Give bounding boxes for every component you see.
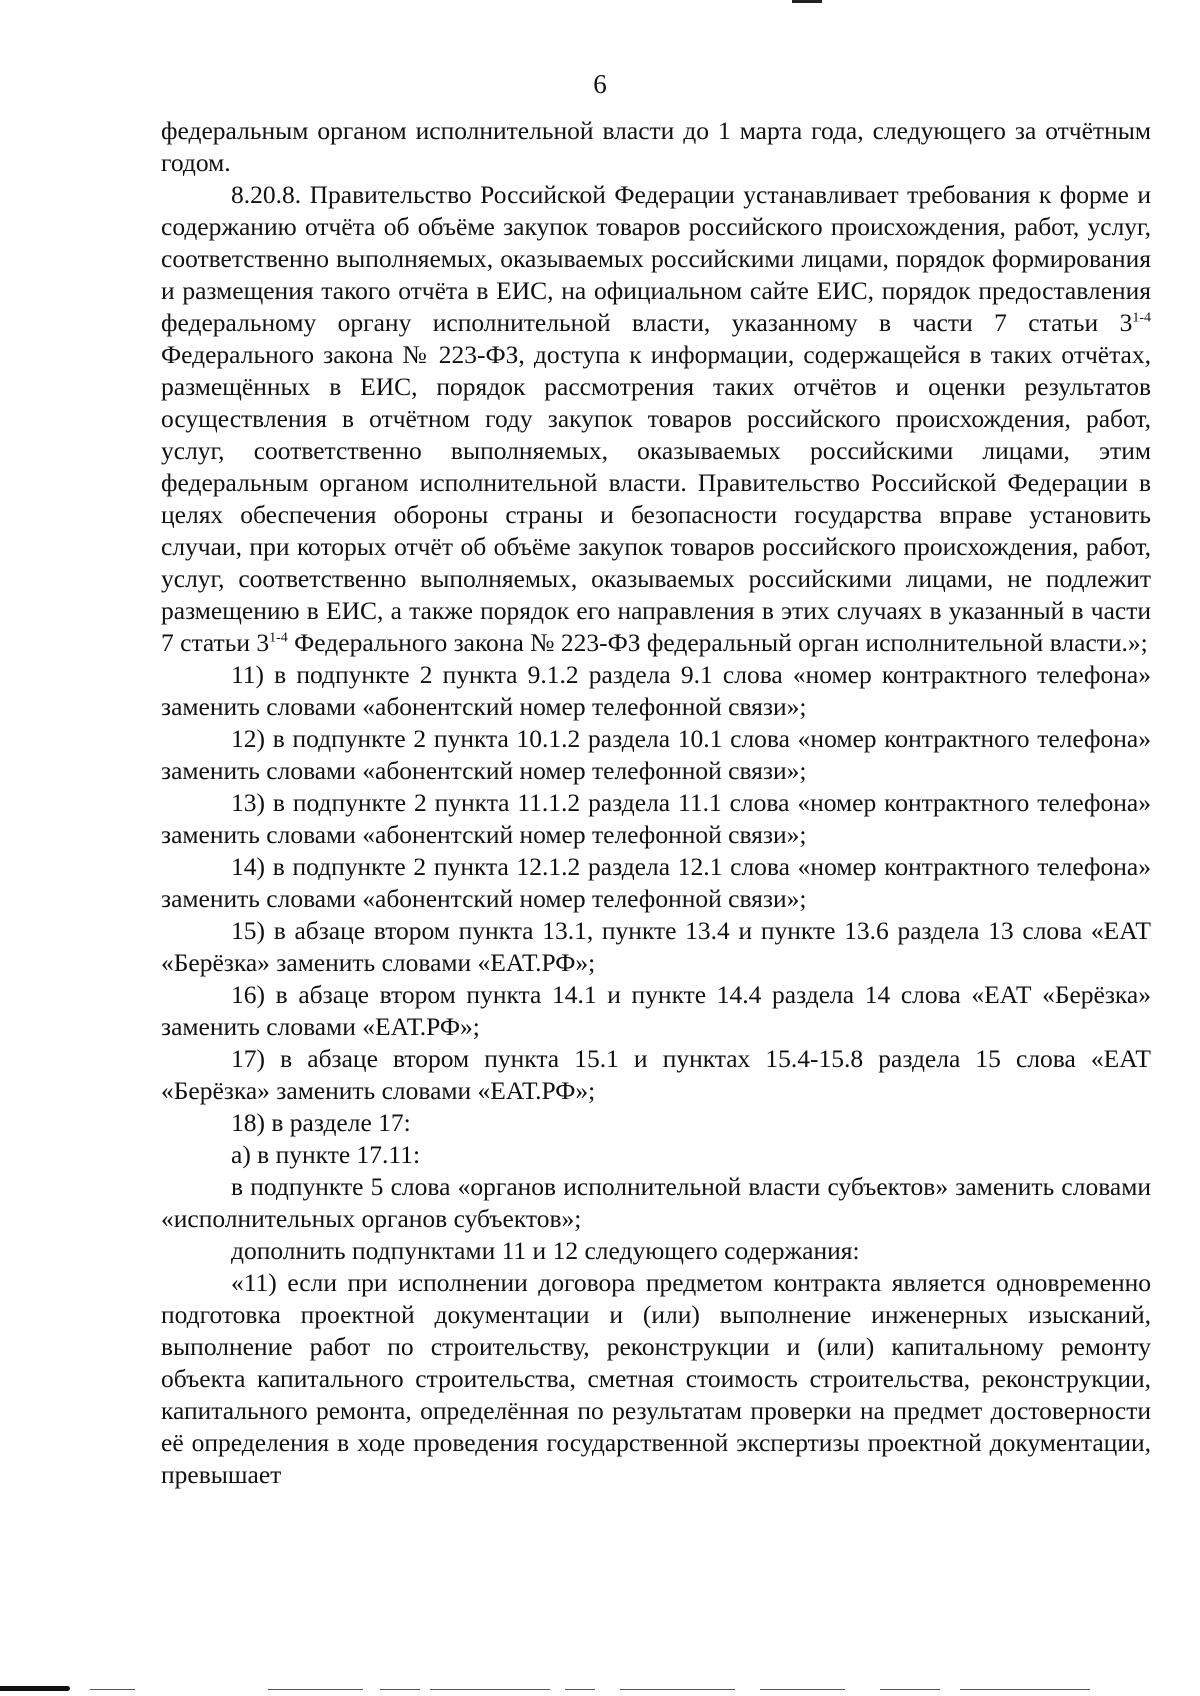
paragraph-p6: 14) в подпункте 2 пункта 12.1.2 раздела 12.1 слова «номер контрактного телефона» заменить словами «абонентский номер телефонной связи»;: [161, 852, 1151, 913]
paragraph-p14: «11) если при исполнении договора предметом контракта является одновременно подготовка проектной документации и (или) выполнение инженерных изысканий, выполнение работ по строительству, реконструкции и (или) капитальному ремонту объекта капитального строительства, сметная стоимость строительства, реконструкции, капитального ремонта, определённая по результатам проверки на предмет достоверности её определения в ходе проведения государственной экспертизы проектной документации, превышает: [161, 1268, 1151, 1489]
scan-artifact-dash: [960, 1689, 1090, 1690]
paragraph-p2-part-3: Федерального закона № 223-ФЗ федеральный орган исполнительной власти.»;: [287, 628, 1148, 657]
paragraph-p4: 12) в подпункте 2 пункта 10.1.2 раздела 10.1 слова «номер контрактного телефона» заменить словами «абонентский номер телефонной связи»;: [161, 724, 1151, 785]
paragraph-p1: федеральным органом исполнительной власти до 1 марта года, следующего за отчётным годом.: [161, 116, 1151, 177]
scan-artifact-dash: [268, 1689, 363, 1690]
paragraph-p10: 18) в разделе 17:: [231, 1108, 411, 1137]
document-body: [161, 115, 1151, 1491]
scan-artifact-top: [792, 0, 822, 3]
paragraph-p11: а) в пункте 17.11:: [231, 1140, 421, 1169]
paragraph-p2-part-1: 8.20.8. Правительство Российской Федерации устанавливает требования к форме и содержанию отчёта об объёме закупок товаров российского происхождения, работ, услуг, соответственно выполняемых, оказываемых российскими лицами, порядок формирования и размещения такого отчёта в ЕИС, на официальном сайте ЕИС, порядок предоставления федеральному органу исполнительной власти, указанному в части 7 статьи 3: [161, 180, 1151, 337]
superscript-1-4: 1-4: [269, 630, 288, 646]
paragraph-p5: 13) в подпункте 2 пункта 11.1.2 раздела 11.1 слова «номер контрактного телефона» заменить словами «абонентский номер телефонной связи»;: [161, 788, 1151, 849]
page-number: 6: [593, 69, 607, 99]
paragraph-p2-part-2: Федерального закона № 223-ФЗ, доступа к информации, содержащейся в таких отчётах, размещённых в ЕИС, порядок рассмотрения таких отчётов и оценки результатов осуществления в отчётном году закупок товаров российского происхождения, работ, услуг, соответственно выполняемых, оказываемых российскими лицами, этим федеральным органом исполнительной власти. Правительство Российской Федерации в целях обеспечения обороны страны и безопасности государства вправе установить случаи, при которых отчёт об объёме закупок товаров российского происхождения, работ, услуг, соответственно выполняемых, оказываемых российскими лицами, не подлежит размещению в ЕИС, а также порядок его направления в этих случаях в указанный в части 7 статьи 3: [161, 340, 1151, 657]
superscript-1-4: 1-4: [1132, 310, 1151, 326]
scan-artifact-dash: [90, 1689, 135, 1690]
paragraph-p8: 16) в абзаце втором пункта 14.1 и пункте 14.4 раздела 14 слова «ЕАТ «Берёзка» заменить словами «ЕАТ.РФ»;: [161, 980, 1151, 1041]
paragraph-p3: 11) в подпункте 2 пункта 9.1.2 раздела 9.1 слова «номер контрактного телефона» заменить словами «абонентский номер телефонной связи»;: [161, 660, 1151, 721]
paragraph-p2: [161, 179, 1151, 659]
paragraph-p7: 15) в абзаце втором пункта 13.1, пункте 13.4 и пункте 13.6 раздела 13 слова «ЕАТ «Берёзка» заменить словами «ЕАТ.РФ»;: [161, 916, 1151, 977]
scan-artifact-dash: [565, 1689, 595, 1690]
paragraph-p13: дополнить подпунктами 11 и 12 следующего содержания:: [231, 1236, 860, 1265]
scan-artifact-dash: [380, 1689, 420, 1690]
scan-artifact-left: [0, 1686, 70, 1691]
paragraph-p12: в подпункте 5 слова «органов исполнительной власти субъектов» заменить словами «исполнительных органов субъектов»;: [161, 1172, 1151, 1233]
scan-artifact-dash: [880, 1689, 940, 1690]
scan-artifact-dash: [760, 1689, 845, 1690]
scan-artifact-dash: [620, 1689, 735, 1690]
paragraph-p9: 17) в абзаце втором пункта 15.1 и пунктах 15.4-15.8 раздела 15 слова «ЕАТ «Берёзка» заменить словами «ЕАТ.РФ»;: [161, 1044, 1151, 1105]
scan-artifact-dash: [430, 1689, 550, 1690]
